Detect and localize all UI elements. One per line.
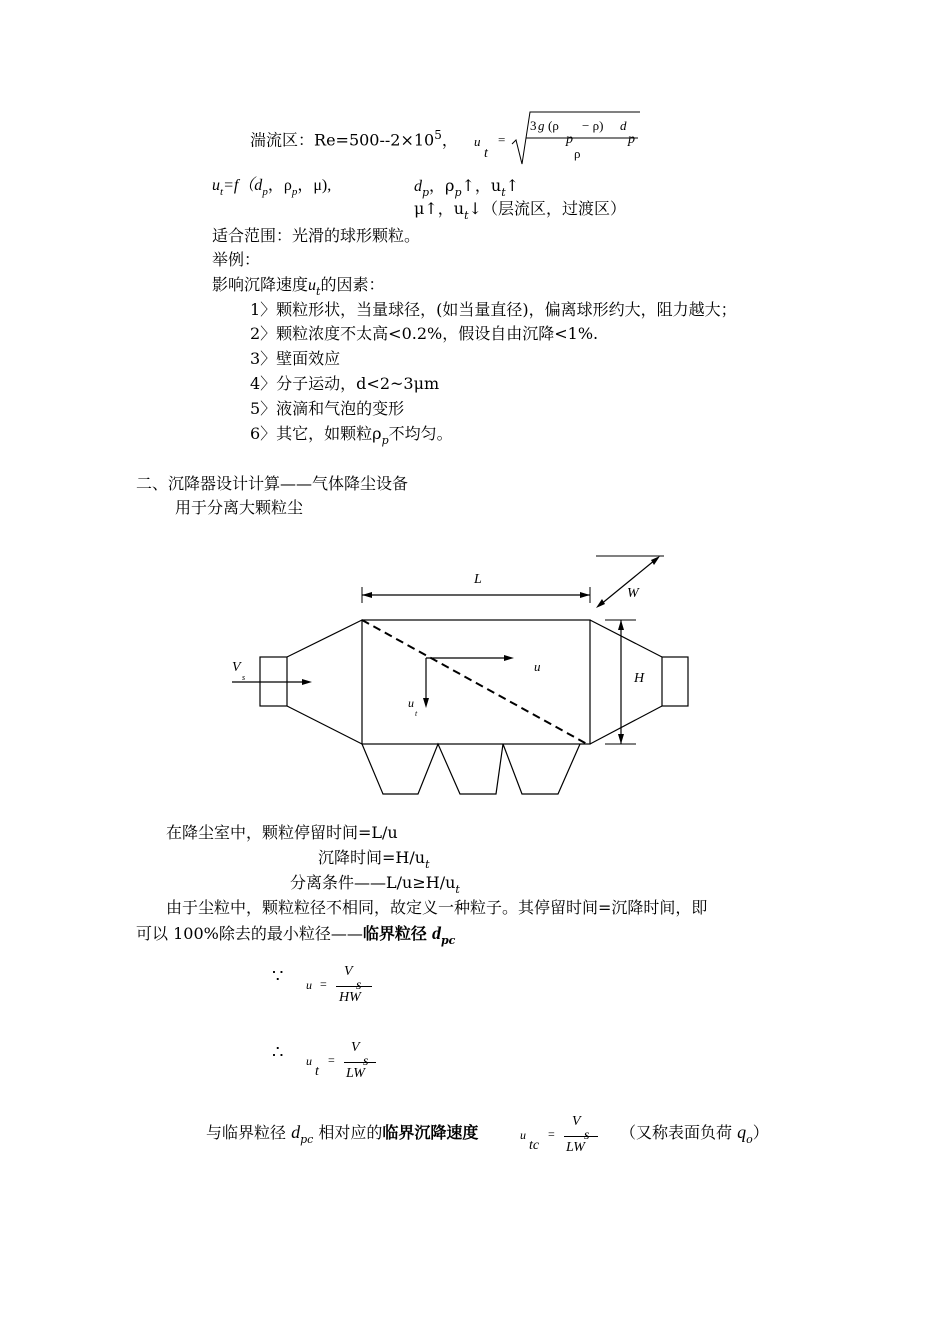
relation-line-1 (414, 176, 519, 198)
eq-ut (306, 1038, 386, 1088)
label-L: L (474, 572, 482, 587)
eq-ut-den: LW (346, 1066, 365, 1081)
eq-u-bar (336, 986, 372, 987)
formula-equals: = (498, 132, 506, 147)
ut-arrowhead (423, 698, 429, 708)
condition-t: t (455, 883, 460, 896)
turbulent-label: 湍流区： (250, 130, 315, 150)
relation-line-2 (414, 199, 626, 221)
ut-sub: t (220, 186, 224, 198)
factors-title (212, 275, 384, 297)
critical-diameter-label: 临界粒径 (362, 924, 427, 943)
eq-ut-num-sub: s (363, 1054, 369, 1069)
condition-b: H/u (425, 873, 456, 892)
eq-u-equals: = (320, 977, 327, 991)
factor6-b: 不均匀。 (388, 424, 453, 443)
critical-pc: pc (300, 1133, 314, 1146)
formula-lhs-t: t (484, 146, 488, 161)
factors-t: t (316, 285, 321, 298)
eq-ut-lhs: u (306, 1054, 312, 1068)
inlet-cone-bottom (287, 706, 362, 744)
paragraph-line-1: 由于尘粒中，颗粒粒径不相同，故定义一种粒子。其停留时间=沉降时间，即 (166, 898, 708, 917)
example-line: 举例： (212, 250, 261, 269)
settling-chamber-diagram (0, 540, 950, 810)
factor-item: 1〉颗粒形状，当量球径，(如当量直径)，偏离球形约大，阻力越大； (250, 300, 737, 319)
rel1-rho: ，ρ (429, 176, 455, 195)
factor-item: 4〉分子运动，d<2~3μm (250, 374, 440, 393)
eq-utc-equals: = (548, 1127, 555, 1141)
factor-item-6 (250, 424, 453, 446)
condition-a: 分离条件——L/u (290, 873, 413, 892)
critical-q: q (737, 1122, 747, 1142)
separator: ， (441, 130, 458, 150)
outlet-cone-bottom (590, 706, 662, 744)
eq-utc-den: LW (566, 1140, 585, 1155)
formula-num-p2: p (628, 132, 635, 147)
ut-symbol: u (212, 177, 220, 194)
scope-line: 适合范围：光滑的球形颗粒。 (212, 226, 421, 245)
mu: ，μ), (297, 177, 332, 194)
factors-u: u (308, 277, 317, 294)
formula-num-rho-p: (ρ (548, 118, 559, 133)
eq-utc-num-sub: s (584, 1128, 590, 1143)
turbulent-formula (474, 110, 644, 170)
rho: ，ρ (267, 177, 292, 194)
eq-ut-num: V (351, 1040, 360, 1055)
rel2-mu: μ↑，u (414, 199, 465, 218)
residence-time: 在降尘室中，颗粒停留时间=L/u (166, 823, 398, 842)
separation-condition (290, 873, 460, 895)
ut-eq: =f（d (223, 177, 263, 194)
formula-num-g: g (538, 118, 545, 133)
eq-utc-num: V (572, 1114, 581, 1129)
eq-u-num: V (344, 964, 353, 979)
rel2-rest: ↓（层流区，过渡区） (468, 199, 626, 218)
factors-title-b: 的因素： (320, 275, 385, 294)
critical-end: ） (752, 1123, 769, 1142)
eq-ut-lhs-sub: t (315, 1064, 319, 1079)
label-ut-sub: t (415, 709, 418, 718)
formula-den-rho: ρ (574, 146, 581, 161)
factor-item: 2〉颗粒浓度不太高<0.2%，假设自由沉降<1%. (250, 324, 599, 343)
label-u: u (534, 659, 541, 674)
rel1-t: t (501, 186, 506, 199)
eq-utc-lhs: u (520, 1128, 526, 1142)
critical-velocity-label: 临界沉降速度 (382, 1123, 479, 1142)
formula-num-d: d (620, 118, 627, 133)
u-arrowhead (504, 655, 514, 661)
dust-hoppers (362, 744, 580, 794)
formula-num-3: 3 (530, 118, 537, 133)
critical-a: 与临界粒径 (206, 1123, 287, 1142)
eq-u (306, 962, 386, 1012)
eq-ut-bar (344, 1062, 376, 1063)
factor-item: 5〉液滴和气泡的变形 (250, 399, 405, 418)
factors-title-a: 影响沉降速度 (212, 275, 309, 294)
rhop-sub: p (291, 186, 298, 198)
ut-function (212, 176, 331, 197)
settling-t: t (425, 858, 430, 871)
label-H: H (634, 671, 645, 686)
outlet-cone-top (590, 620, 662, 657)
settling-time (318, 848, 429, 870)
label-ut: u (408, 696, 414, 710)
eq-ut-equals: = (328, 1053, 335, 1067)
rel1-p2: p (454, 186, 462, 199)
reynolds-range: Re=500--2×10 (314, 130, 435, 150)
eq-utc-sub: tc (529, 1138, 540, 1153)
label-Vs-sub: s (242, 673, 246, 682)
eq-u-den: HW (339, 990, 361, 1005)
formula-num-p1: p (566, 132, 573, 147)
inlet-arrowhead (302, 679, 312, 685)
label-Vs: V (232, 660, 241, 675)
rel1-p: p (422, 186, 430, 199)
section2-title: 二、沉降器设计计算——气体降尘设备 (136, 474, 409, 493)
rel1-d: d (414, 178, 422, 195)
para-line2-a: 可以 100%除去的最小粒径—— (136, 924, 363, 943)
particle-trajectory (362, 620, 587, 744)
therefore-symbol: ∴ (272, 1042, 284, 1063)
factor6-a: 6〉其它，如颗粒ρ (250, 424, 382, 443)
outlet-duct (662, 657, 688, 706)
eq-utc-bar (564, 1136, 598, 1137)
settling-a: 沉降时间=H/u (318, 848, 426, 867)
condition-ge: ≥ (412, 873, 426, 892)
dpc-symbol: d (431, 923, 441, 943)
eq-u-lhs: u (306, 978, 312, 992)
rel1-up: ↑ (505, 176, 520, 195)
factor6-p: p (381, 434, 389, 447)
factor-item: 3〉壁面效应 (250, 349, 341, 368)
chamber-body (362, 620, 590, 744)
dp-sub: p (262, 186, 268, 198)
formula-num-minus-rho: − ρ) (582, 118, 604, 133)
critical-b: 相对应的 (318, 1123, 383, 1142)
eq-utc (520, 1112, 620, 1162)
formula-lhs-u: u (474, 134, 481, 149)
critical-d: d (291, 1122, 301, 1142)
paragraph-line-2 (136, 923, 455, 946)
reynolds-exponent: 5 (434, 128, 442, 142)
critical-c: （又称表面负荷 (620, 1123, 733, 1142)
surface-loading-note (620, 1122, 769, 1145)
label-W: W (627, 586, 639, 601)
dpc-sub: pc (440, 934, 456, 947)
rel1-arrow-u: ↑，u (461, 176, 502, 195)
critical-velocity-line (206, 1122, 478, 1145)
rel2-t: t (464, 209, 469, 222)
because-symbol: ∵ (272, 966, 284, 987)
section2-subtitle: 用于分离大颗粒尘 (175, 498, 304, 517)
eq-u-num-sub: s (356, 978, 362, 993)
turbulent-line (250, 125, 458, 150)
critical-o: o (746, 1133, 753, 1146)
inlet-cone-top (287, 620, 362, 657)
